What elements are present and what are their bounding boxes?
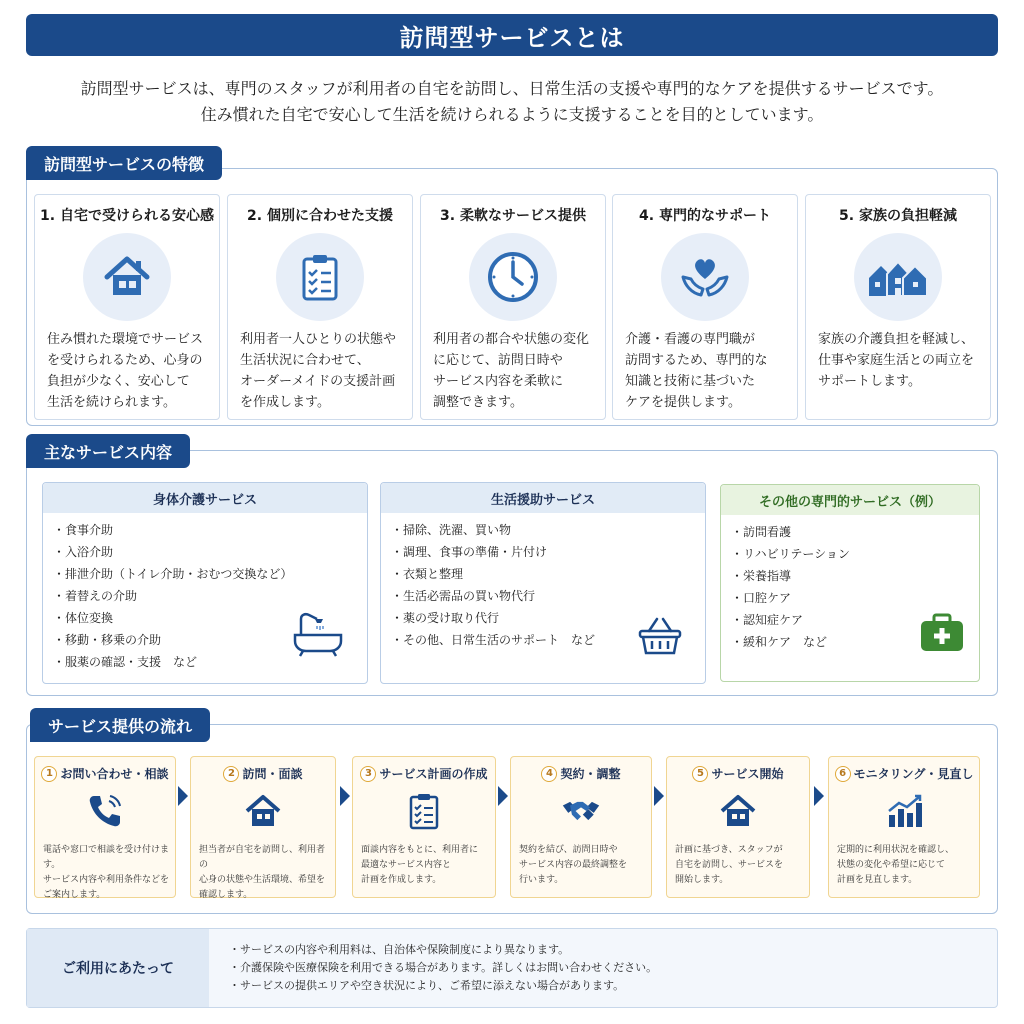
step-desc-line: 心身の状態や生活環境、希望を: [199, 875, 326, 885]
feature-card-4: [612, 194, 798, 420]
feature-card-5: [805, 194, 991, 420]
intro-line-1: 訪問型サービスは、専門のスタッフが利用者の自宅を訪問し、日常生活の支援や専門的なケアを提供するサービスです。: [80, 79, 944, 98]
feature-title: 1. 自宅で受けられる安心感: [40, 208, 214, 224]
step-title: [511, 765, 651, 782]
flow-arrow: [654, 786, 664, 806]
feature-desc-line: サポートします。: [818, 374, 921, 389]
flow-step-5: [666, 756, 810, 898]
step-desc-line: 定期的に利用状況を確認し、: [837, 845, 955, 855]
flow-arrow: [178, 786, 188, 806]
step-number: 3: [360, 766, 376, 782]
list-item: ・サービスの提供エリアや空き状況により、ご希望に添えない場合があります。: [229, 979, 625, 992]
feature-desc-line: を受けられるため、心身の: [47, 353, 203, 368]
feature-desc-line: サービス内容を柔軟に: [433, 374, 564, 389]
flow-step-6: [828, 756, 980, 898]
feature-desc-line: を作成します。: [240, 395, 330, 410]
service-card-specialized: [720, 484, 980, 682]
list-item: ・認知症ケア: [731, 613, 804, 627]
list-item: ・リハビリテーション: [731, 547, 850, 561]
step-title-text: お問い合わせ・相談: [60, 767, 169, 781]
feature-title: 3. 柔軟なサービス提供: [440, 208, 586, 224]
flow-arrow: [498, 786, 508, 806]
step-desc-line: 契約を結び、訪問日時や: [519, 845, 618, 855]
list-item: ・移動・移乗の介助: [53, 633, 162, 647]
page-title: 訪問型サービスとは: [26, 14, 998, 56]
house-icon: [243, 791, 283, 831]
list-item: ・排泄介助（トイレ介助・おむつ交換など）: [53, 567, 293, 581]
bar-chart-icon: [884, 791, 924, 831]
feature-desc-line: 調整できます。: [433, 395, 523, 410]
feature-desc-line: 介護・看護の専門職が: [625, 332, 756, 347]
step-desc-line: 最適なサービス内容と: [361, 860, 452, 870]
step-desc-line: 開始します。: [675, 875, 729, 885]
flow-step-3: [352, 756, 496, 898]
feature-title: 5. 家族の負担軽減: [839, 208, 957, 224]
step-title: [829, 765, 979, 782]
step-desc-line: 計画を作成します。: [361, 875, 442, 885]
step-title-text: 契約・調整: [560, 767, 621, 781]
step-desc-line: 電話や窓口で相談を受け付けます。: [43, 845, 170, 870]
step-number: 5: [692, 766, 708, 782]
feature-desc-line: オーダーメイドの支援計画: [240, 374, 396, 389]
feature-desc: [818, 329, 986, 392]
step-number: 2: [223, 766, 239, 782]
step-number: 6: [835, 766, 851, 782]
step-title: [353, 765, 495, 782]
feature-desc: [47, 329, 215, 413]
shopping-basket-icon: [637, 615, 683, 661]
list-item: ・口腔ケア: [731, 591, 792, 605]
step-title: [35, 765, 175, 782]
list-item: ・介護保険や医療保険を利用できる場合があります。詳しくはお問い合わせください。: [229, 961, 658, 974]
step-desc: [675, 843, 803, 888]
clipboard-checklist-icon: [276, 233, 364, 321]
features-heading: 訪問型サービスの特徴: [26, 146, 222, 180]
service-card-title: その他の専門的サービス（例）: [721, 485, 979, 515]
feature-desc-line: に応じて、訪問日時や: [433, 353, 563, 368]
step-desc-line: 確認します。: [199, 890, 253, 900]
list-item: ・服薬の確認・支援 など: [53, 655, 198, 669]
feature-card-1: [34, 194, 220, 420]
service-card-title: 生活援助サービス: [381, 483, 705, 513]
step-title-text: サービス開始: [711, 767, 784, 781]
intro-line-2: 住み慣れた自宅で安心して生活を続けられるように支援することを目的としています。: [200, 105, 824, 124]
step-number: 1: [41, 766, 57, 782]
step-title: [191, 765, 335, 782]
step-title: [667, 765, 809, 782]
handshake-icon: [561, 791, 601, 831]
flow-step-1: [34, 756, 176, 898]
flow-arrow: [814, 786, 824, 806]
step-desc-line: 計画に基づき、スタッフが: [675, 845, 783, 855]
clipboard-checklist-icon: [404, 791, 444, 831]
step-desc: [519, 843, 645, 888]
clock-icon: [469, 233, 557, 321]
feature-desc-line: 家族の介護負担を軽減し、: [818, 332, 975, 347]
list-item: ・訪問看護: [731, 525, 792, 539]
feature-desc-line: 負担が少なく、安心して: [47, 374, 190, 389]
services-heading: 主なサービス内容: [26, 434, 190, 468]
list-item: ・緩和ケア など: [731, 635, 828, 649]
list-item: ・入浴介助: [53, 545, 114, 559]
list-item: ・その他、日常生活のサポート など: [391, 633, 596, 647]
medical-kit-icon: [919, 613, 965, 657]
flow-step-4: [510, 756, 652, 898]
family-houses-icon: [854, 233, 942, 321]
feature-desc-line: 訪問するため、専門的な: [625, 353, 768, 368]
service-card-daily-living: [380, 482, 706, 684]
step-title-text: サービス計画の作成: [379, 767, 488, 781]
phone-icon: [85, 791, 125, 831]
usage-notes-label: ご利用にあたって: [27, 929, 209, 1007]
house-icon: [718, 791, 758, 831]
step-desc-line: 行います。: [519, 875, 564, 885]
feature-desc-line: 生活状況に合わせて、: [240, 353, 370, 368]
feature-desc: [433, 329, 601, 413]
feature-desc-line: 利用者の都合や状態の変化: [433, 332, 590, 347]
service-card-physical-care: [42, 482, 368, 684]
feature-desc-line: 知識と技術に基づいた: [625, 374, 756, 389]
list-item: ・栄養指導: [731, 569, 792, 583]
usage-notes: [26, 928, 998, 1008]
step-desc: [199, 843, 329, 903]
list-item: ・体位変換: [53, 611, 114, 625]
list-item: ・調理、食事の準備・片付け: [391, 545, 548, 559]
step-desc-line: 状態の変化や希望に応じて: [837, 860, 946, 870]
feature-card-3: [420, 194, 606, 420]
flow-heading: サービス提供の流れ: [30, 708, 210, 742]
step-number: 4: [541, 766, 557, 782]
feature-title: 2. 個別に合わせた支援: [247, 208, 393, 224]
step-desc-line: 自宅を訪問し、サービスを: [675, 860, 784, 870]
feature-title: 4. 専門的なサポート: [639, 208, 771, 224]
feature-card-2: [227, 194, 413, 420]
feature-desc-line: 利用者一人ひとりの状態や: [240, 332, 397, 347]
step-desc: [361, 843, 489, 888]
bathtub-icon: [291, 611, 345, 661]
step-desc: [837, 843, 973, 888]
list-item: ・食事介助: [53, 523, 114, 537]
feature-desc: [625, 329, 793, 413]
heart-hands-icon: [661, 233, 749, 321]
step-desc-line: 計画を見直します。: [837, 875, 918, 885]
house-icon: [83, 233, 171, 321]
step-desc-line: ご案内します。: [43, 890, 106, 900]
feature-desc-line: ケアを提供します。: [625, 395, 741, 410]
step-title-text: モニタリング・見直し: [853, 767, 974, 781]
service-card-title: 身体介護サービス: [43, 483, 367, 513]
list-item: ・サービスの内容や利用料は、自治体や保険制度により異なります。: [229, 943, 570, 956]
flow-step-2: [190, 756, 336, 898]
step-desc-line: サービス内容の最終調整を: [519, 860, 628, 870]
step-desc: [43, 843, 169, 903]
intro-text: [26, 76, 998, 128]
feature-desc: [240, 329, 408, 413]
step-desc-line: 担当者が自宅を訪問し、利用者の: [199, 845, 326, 870]
list-item: ・掃除、洗濯、買い物: [391, 523, 512, 537]
step-title-text: 訪問・面談: [242, 767, 303, 781]
list-item: ・生活必需品の買い物代行: [391, 589, 536, 603]
list-item: ・衣類と整理: [391, 567, 464, 581]
step-desc-line: サービス内容や利用条件などを: [43, 875, 170, 885]
step-desc-line: 面談内容をもとに、利用者に: [361, 845, 479, 855]
usage-notes-list: [229, 941, 657, 995]
feature-desc-line: 住み慣れた環境でサービス: [47, 332, 204, 347]
flow-arrow: [340, 786, 350, 806]
list-item: ・薬の受け取り代行: [391, 611, 500, 625]
feature-desc-line: 仕事や家庭生活との両立を: [818, 353, 975, 368]
list-item: ・着替えの介助: [53, 589, 138, 603]
feature-desc-line: 生活を続けられます。: [47, 395, 176, 410]
